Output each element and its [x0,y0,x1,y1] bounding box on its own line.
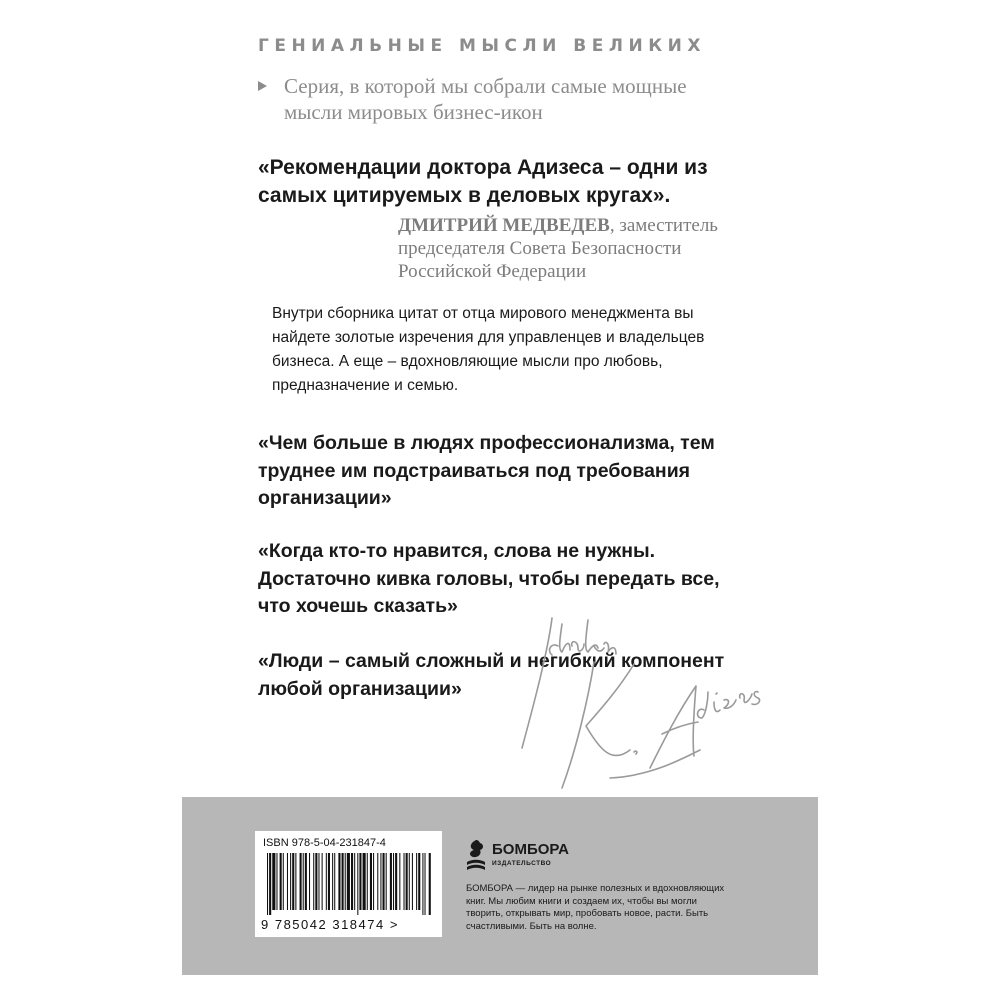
series-description: Серия, в которой мы собрали самые мощные мысли мировых бизнес-икон [284,74,687,124]
intro-paragraph: Внутри сборника цитат от отца мирового менеджмента вы найдете золотые изречения для управленцев и владельцев бизнеса. А еще – вдохновляющие мысли про любовь, предназначение и семью. [272,305,705,394]
author-name: ДМИТРИЙ МЕДВЕДЕВ [398,215,610,236]
publisher-subtitle: ИЗДАТЕЛЬСТВО [492,860,552,867]
bombora-logo-icon [464,838,488,872]
barcode-digits: 9 785042 318474 > [261,917,399,932]
author-signature [500,600,780,800]
publisher-name: БОМБОРА [492,841,569,858]
author-role: , заместитель председателя Совета Безопасности Российской Федерации [398,215,718,282]
main-quote: «Рекомендации доктора Адизеса – одни из самых цитируемых в деловых кругах». [258,156,708,207]
barcode-icon [265,853,433,915]
quote-3: «Люди – самый сложный и негибкий компонент любой организации» [258,650,725,700]
publisher-description: БОМБОРА — лидер на рынке полезных и вдохновляющих книг. Мы любим книги и создаем их, чтобы вы могли творить, открывать мир, пробовать новое, расти. Быть счастливыми. Быть на волне. [466,883,725,932]
series-title: ГЕНИАЛЬНЫЕ МЫСЛИ ВЕЛИКИХ [258,36,706,56]
quote-2: «Когда кто-то нравится, слова не нужны. Достаточно кивка головы, чтобы передать все, что хочешь сказать» [258,540,720,617]
barcode-box [255,831,442,937]
play-arrow-icon [258,81,267,91]
quote-attribution [398,214,738,283]
quote-1: «Чем больше в людях профессионализма, тем труднее им подстраиваться под требования организации» [258,432,715,509]
isbn-text: ISBN 978-5-04-231847-4 [263,837,386,849]
